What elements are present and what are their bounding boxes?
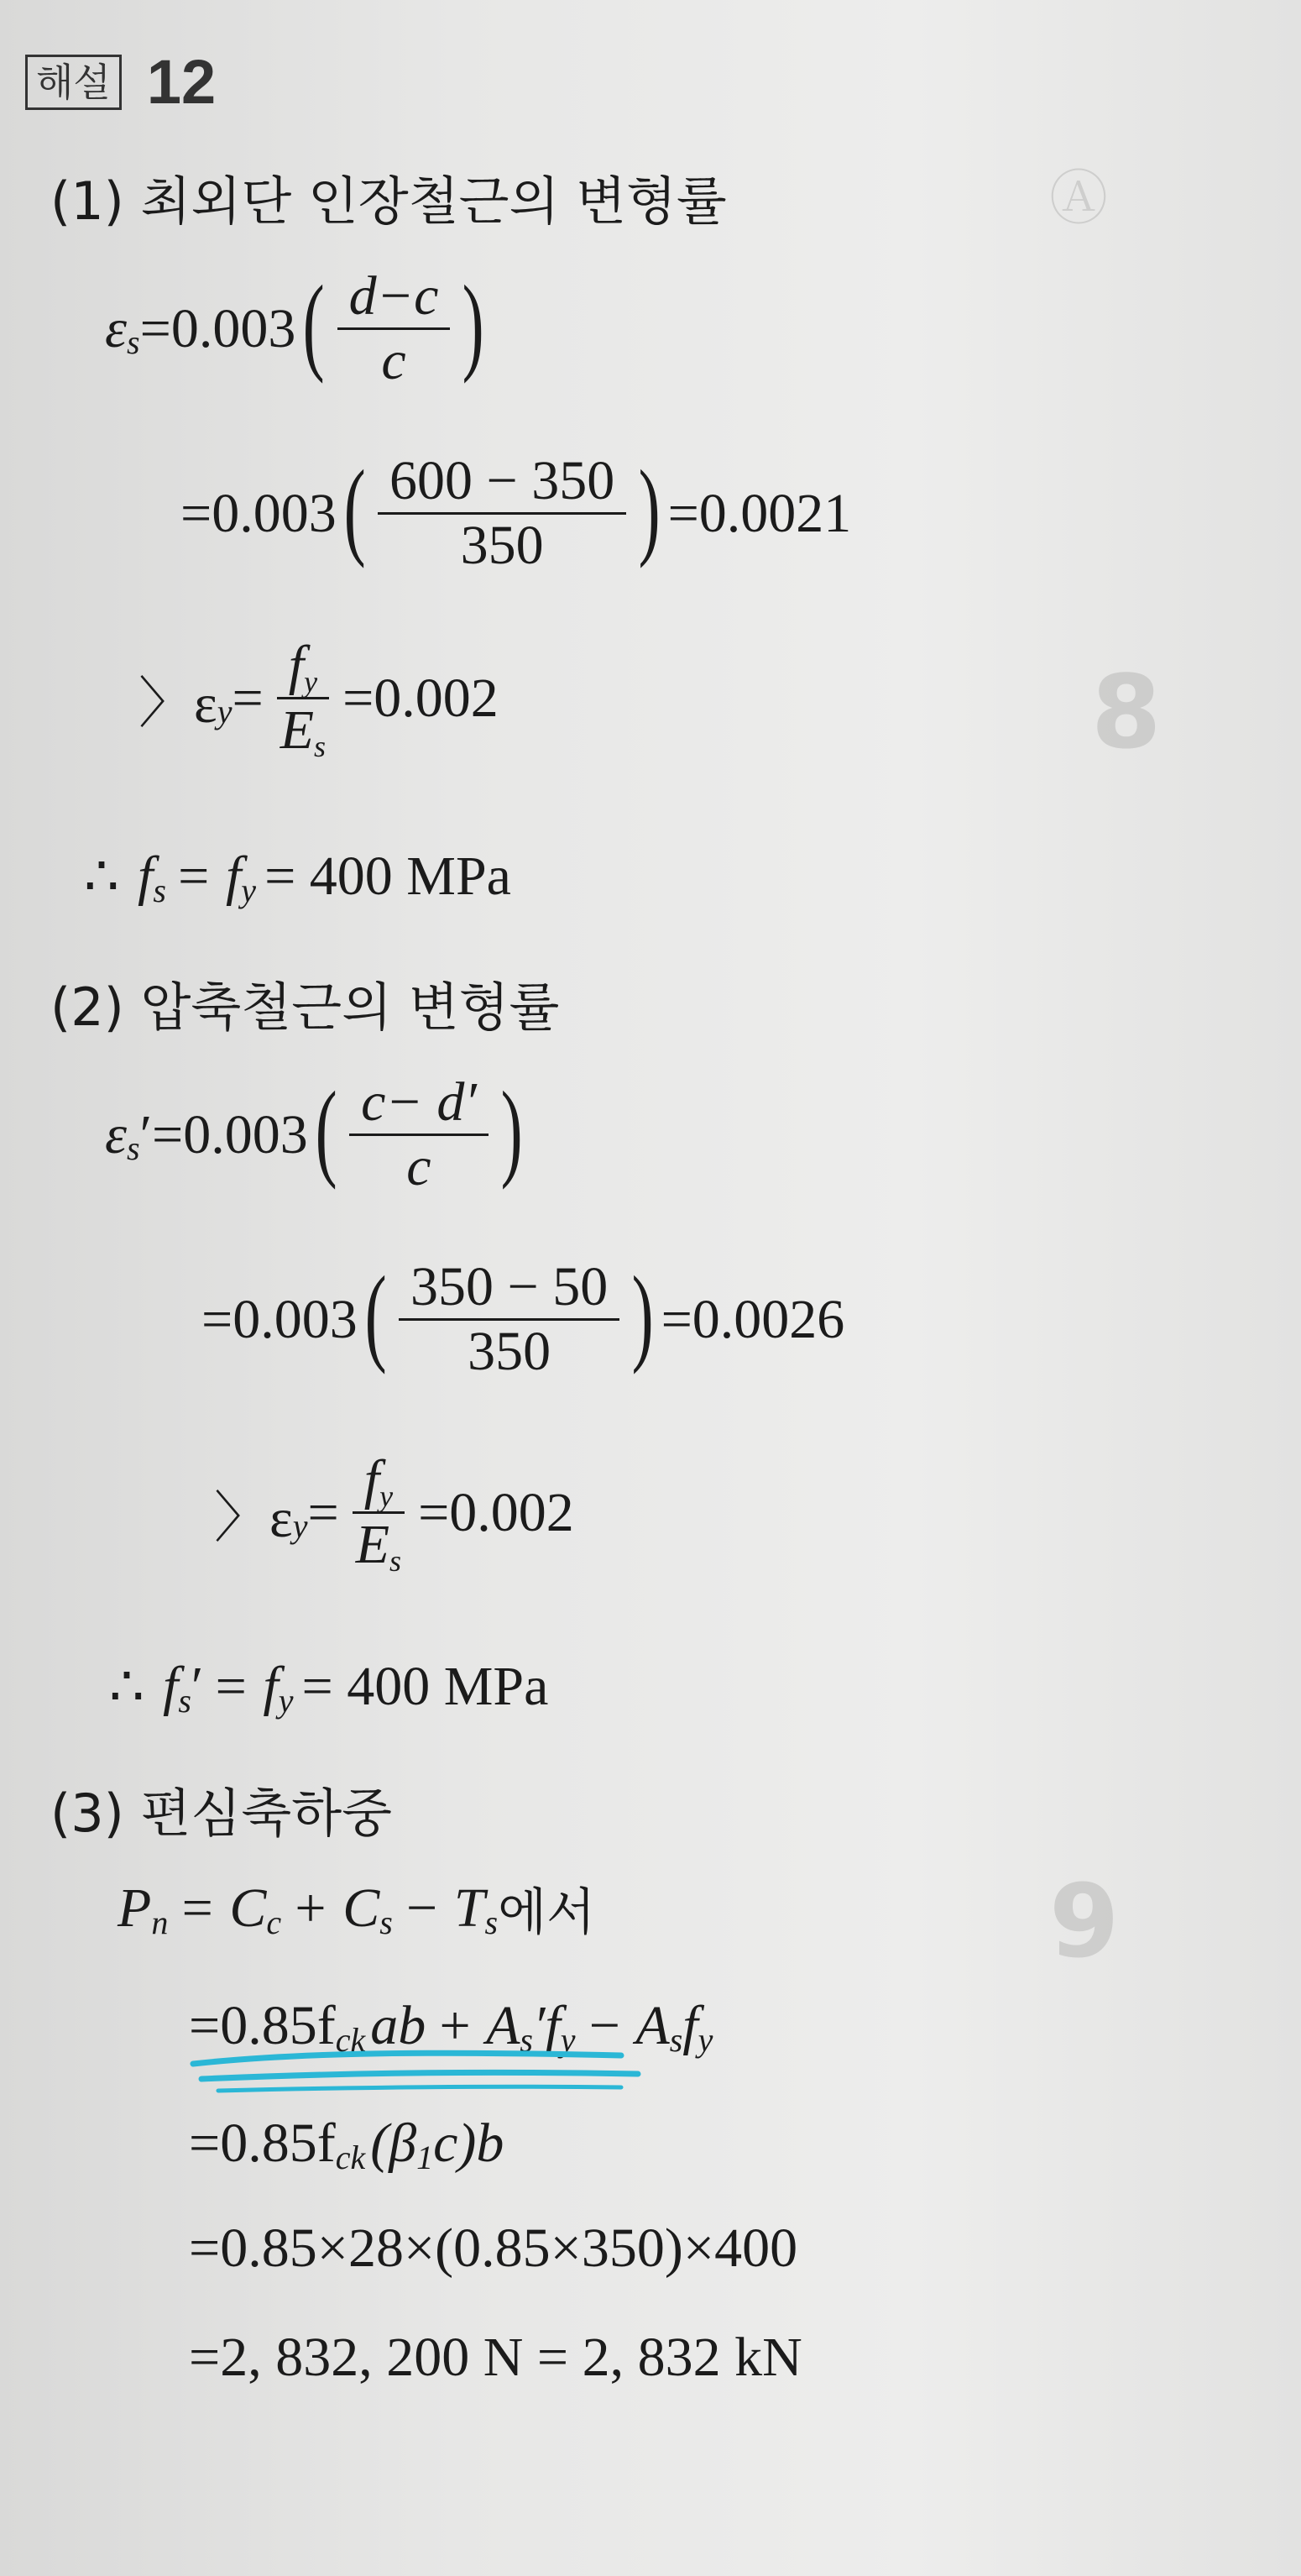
fraction (344, 1449, 413, 1578)
fraction (399, 1256, 619, 1382)
subscript: s (127, 323, 140, 361)
paren-open: ( (315, 1069, 337, 1191)
equation-line: =0.85×28×(0.85×350)×400 (189, 2217, 798, 2279)
equation-line (201, 1254, 845, 1382)
equation-line (180, 448, 852, 576)
denominator: c (406, 1136, 431, 1197)
paren-close: ) (500, 1069, 523, 1191)
fraction (337, 265, 451, 391)
symbol: ε (105, 297, 128, 359)
symbol: 〉ε (138, 673, 217, 735)
result: = 400 MPa (301, 1656, 549, 1717)
result: =0.0021 (667, 482, 852, 544)
section-title: (1) 최외단 인장철근의 변형률 (50, 170, 727, 232)
numerator: fy (353, 1453, 405, 1514)
equals: = (232, 667, 264, 729)
symbol: 〉ε (214, 1488, 293, 1549)
paren-open: ( (364, 1254, 387, 1375)
equation-line: P n = C c + C s − T s 에서 (118, 1872, 595, 1945)
denominator: 350 (468, 1321, 551, 1382)
equation-line (138, 635, 499, 763)
denominator: Es (355, 1514, 402, 1578)
fraction (349, 1071, 489, 1197)
highlighter-underline (185, 2049, 655, 2099)
equation-line: ∴ f s = f y = 400 MPa (84, 846, 511, 909)
ghost-text: Ⓐ (1049, 164, 1108, 233)
therefore-symbol: ∴ (109, 1657, 144, 1718)
section-title: (3) 편심축하중 (50, 1783, 392, 1844)
equation-line-highlighted: =0.85f ck ab + A s ′f y − A s f y (189, 1995, 713, 2059)
paren-open: ( (302, 263, 325, 385)
equation-line (105, 263, 492, 391)
ghost-text: 8 (1091, 655, 1162, 772)
equation-line: ∴ f s ′ = f y = 400 MPa (109, 1656, 549, 1720)
fraction (269, 635, 337, 763)
therefore-symbol: ∴ (84, 846, 119, 908)
coefficient: =0.003 (139, 297, 296, 359)
paren-open: ( (343, 448, 366, 569)
equation-line: =0.85f ck (β 1 c)b (189, 2113, 504, 2176)
solution-tag: 해설 (25, 55, 122, 110)
paren-close: ) (631, 1254, 654, 1375)
paren-close: ) (638, 448, 661, 569)
paren-close: ) (462, 263, 485, 385)
result: =0.002 (418, 1481, 574, 1543)
fraction (378, 450, 626, 576)
numerator: fy (277, 638, 329, 699)
numerator: 600 − 350 (378, 453, 626, 515)
section-title: (2) 압축철근의 변형률 (50, 976, 560, 1038)
result: =0.002 (342, 667, 499, 729)
coefficient: =0.003 (201, 1288, 358, 1350)
numerator: c− d′ (349, 1075, 489, 1136)
equation-line: ε s ′ =0.003 ( $\frac{c- d'}{c}$ ) (105, 1069, 523, 1197)
denominator: 350 (460, 515, 544, 576)
ghost-text: 9 (1049, 1864, 1120, 1981)
equation-line: =2, 832, 200 N = 2, 832 kN (189, 2327, 802, 2388)
korean-suffix: 에서 (498, 1883, 596, 1942)
numerator: d−c (337, 269, 451, 330)
numerator: 350 − 50 (399, 1259, 619, 1321)
denominator: Es (280, 699, 327, 763)
result: =0.0026 (661, 1288, 845, 1350)
denominator: c (381, 330, 406, 391)
coefficient: =0.003 (152, 1103, 308, 1165)
coefficient: =0.003 (180, 482, 337, 544)
equation-line: 〉ε y = $\frac{fy}{Es}$ =0.002 (214, 1449, 574, 1578)
subscript: y (217, 693, 233, 730)
problem-number: 12 (146, 47, 217, 117)
solution-header (25, 46, 216, 118)
result: = 400 MPa (264, 846, 511, 907)
